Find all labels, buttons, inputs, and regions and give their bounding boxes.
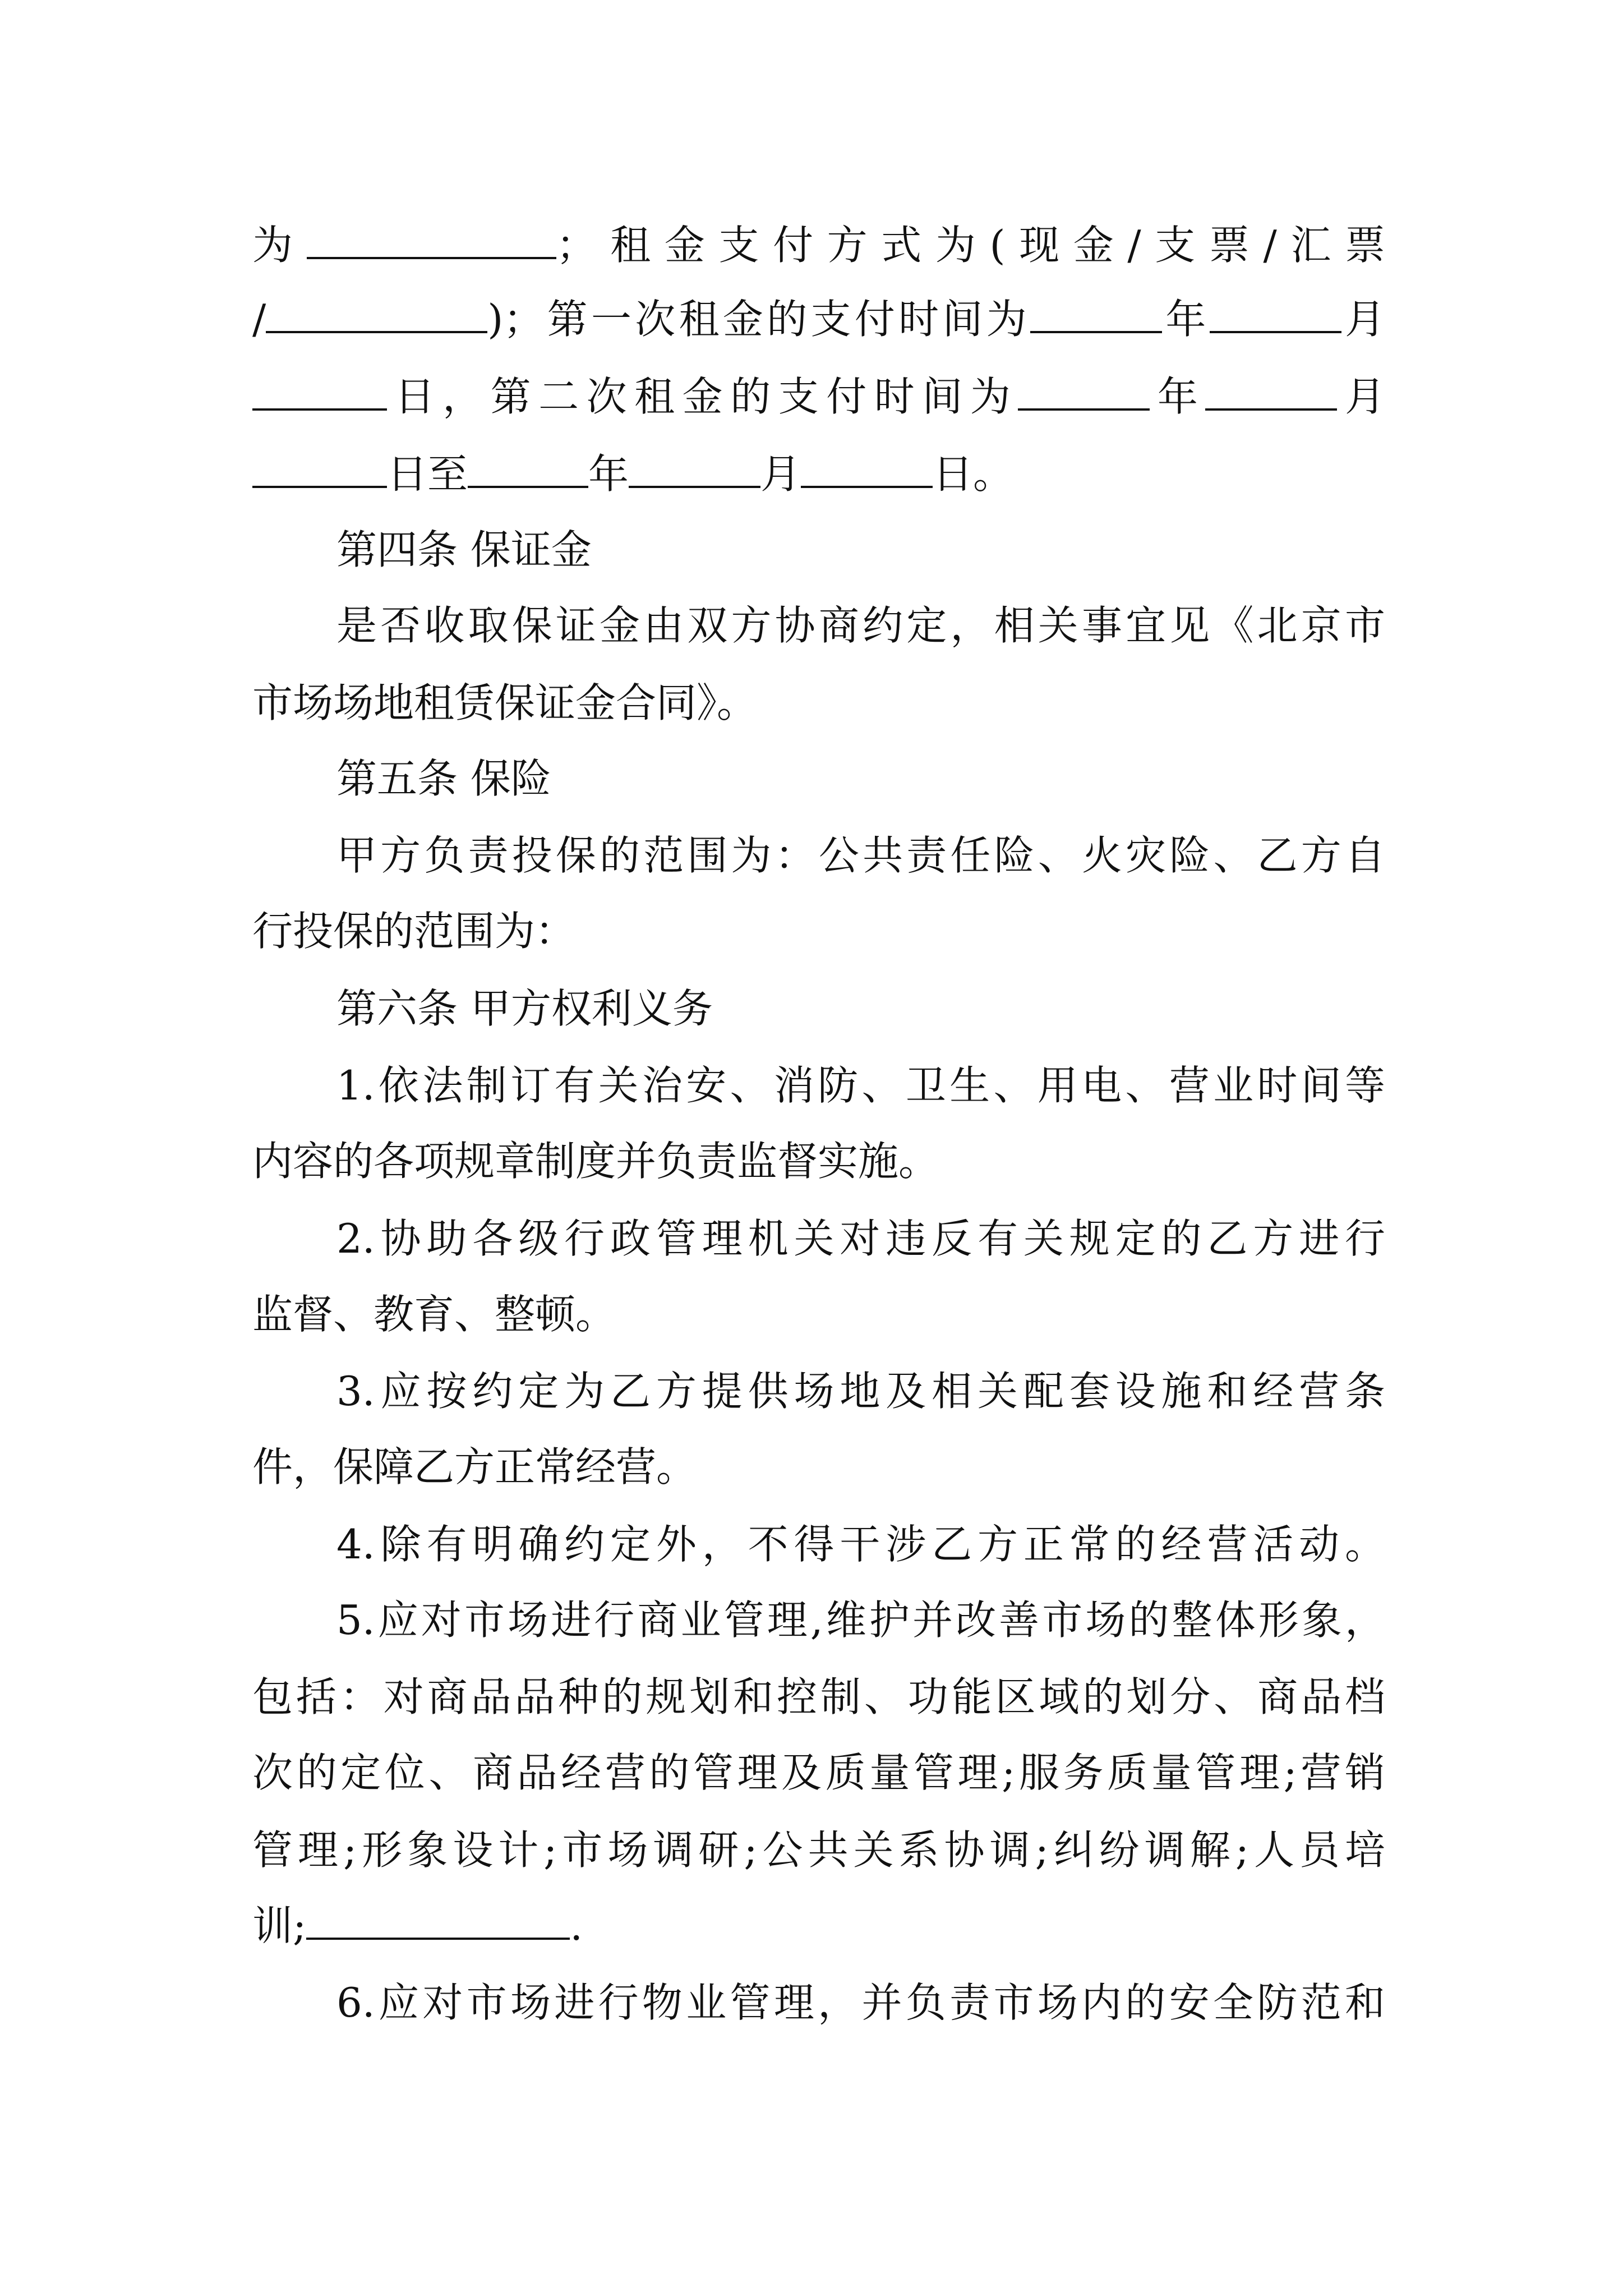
paragraph-line: 6.应对市场进行物业管理，并负责市场内的安全防范和 <box>336 1979 1385 2026</box>
text: 训; <box>252 1902 307 1949</box>
fill-blank <box>801 449 933 488</box>
text: 月 <box>760 450 801 498</box>
paragraph-line: 5.应对市场进行商业管理,维护并改善市场的整体形象， <box>336 1596 1385 1644</box>
article-heading: 第四条 保证金 <box>336 526 592 573</box>
paragraph-line: 件，保障乙方正常经营。 <box>252 1443 697 1490</box>
text-line <box>252 1895 1385 1957</box>
fill-blank <box>1030 294 1162 333</box>
text-line <box>252 288 1385 350</box>
text: 年 <box>1162 296 1210 343</box>
text-line <box>252 214 1385 276</box>
text: 日，第二次租金的支付时间为 <box>387 373 1018 420</box>
fill-blank <box>1205 371 1337 411</box>
text: 为 <box>252 222 307 269</box>
text: 日至 <box>387 450 468 498</box>
paragraph-line: 1.依法制订有关治安、消防、卫生、用电、营业时间等 <box>336 1062 1385 1109</box>
fill-blank <box>1018 371 1150 411</box>
text: )；第一次租金的支付时间为 <box>487 296 1031 343</box>
article-heading: 第六条 甲方权利义务 <box>336 985 713 1032</box>
text-line <box>252 366 1385 427</box>
fill-blank <box>468 449 588 488</box>
paragraph-line: 包括：对商品品种的规划和控制、功能区域的划分、商品档 <box>252 1673 1385 1720</box>
fill-blank <box>629 449 760 488</box>
text: / <box>252 296 266 343</box>
text: 月 <box>1337 373 1385 420</box>
paragraph-line: 3.应按约定为乙方提供场地及相关配套设施和经营条 <box>336 1368 1385 1415</box>
paragraph-line: 市场场地租赁保证金合同》。 <box>252 679 758 726</box>
paragraph-line: 行投保的范围为： <box>252 908 576 955</box>
text: ；租金支付方式为(现金/支票/汇票 <box>556 222 1385 269</box>
fill-blank <box>307 220 556 259</box>
paragraph-line: 内容的各项规章制度并负责监督实施。 <box>252 1138 939 1185</box>
paragraph-line: 2.协助各级行政管理机关对违反有关规定的乙方进行 <box>336 1215 1385 1262</box>
fill-blank <box>266 294 487 333</box>
text: 日。 <box>933 450 1014 498</box>
text: 年 <box>1150 373 1206 420</box>
paragraph-line: 管理;形象设计;市场调研;公共关系协调;纠纷调解;人员培 <box>252 1826 1385 1874</box>
fill-blank <box>306 1901 570 1940</box>
text: 月 <box>1341 296 1385 343</box>
paragraph-line: 甲方负责投保的范围为：公共责任险、火灾险、乙方自 <box>336 832 1385 879</box>
text-line <box>252 443 1385 505</box>
fill-blank <box>1210 294 1341 333</box>
paragraph-line: 次的定位、商品经营的管理及质量管理;服务质量管理;营销 <box>252 1749 1385 1796</box>
article-heading: 第五条 保险 <box>336 755 551 802</box>
fill-blank <box>252 449 387 488</box>
paragraph-line: 是否收取保证金由双方协商约定，相关事宜见《北京市 <box>336 602 1385 649</box>
fill-blank <box>252 371 387 411</box>
paragraph-line: 监督、教育、整顿。 <box>252 1291 616 1338</box>
text: . <box>570 1902 583 1949</box>
text: 年 <box>588 450 629 498</box>
paragraph-line: 4.除有明确约定外，不得干涉乙方正常的经营活动。 <box>336 1521 1385 1568</box>
